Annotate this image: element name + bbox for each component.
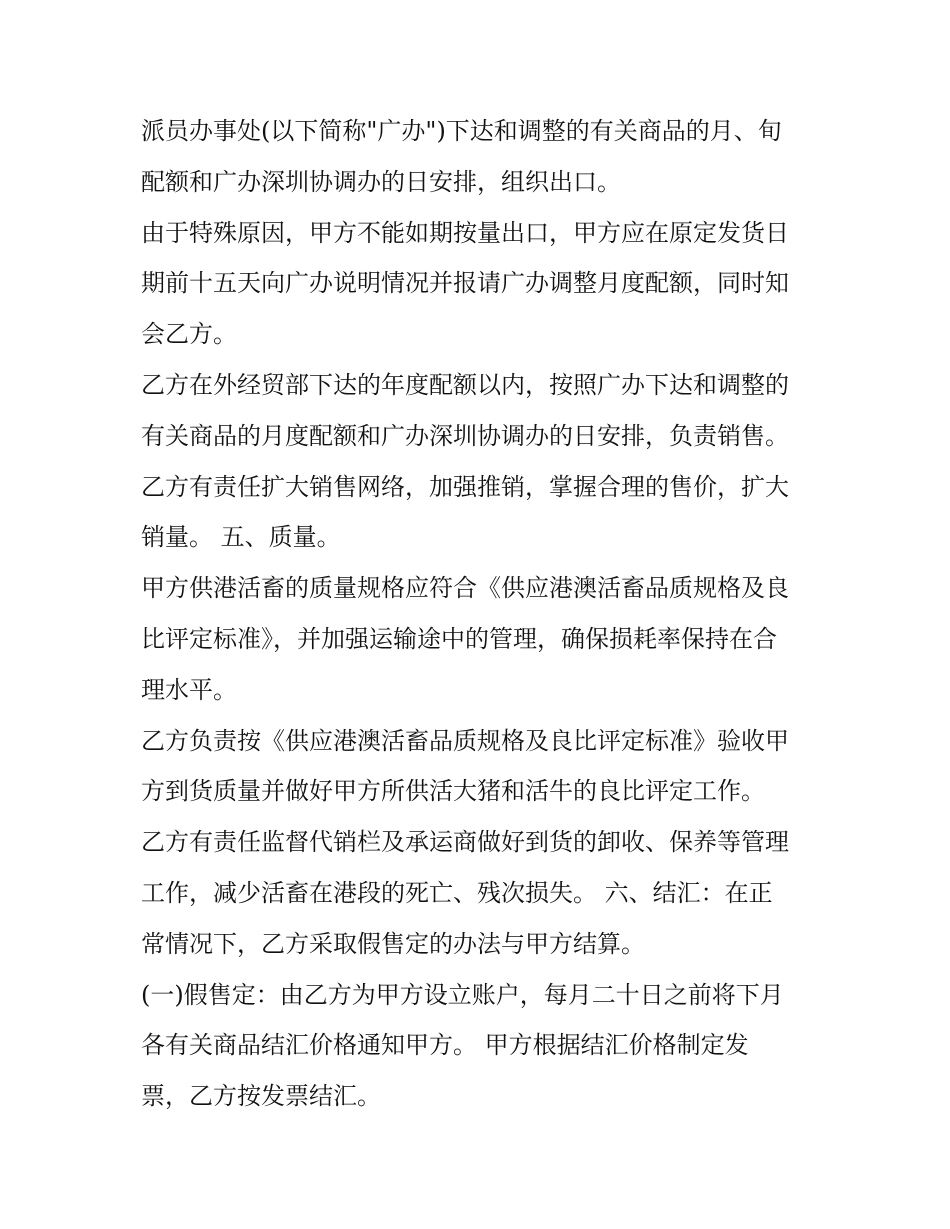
text-line: 会乙方。: [141, 320, 237, 349]
text-line: 甲方供港活畜的质量规格应符合《供应港澳活畜品质规格及良: [141, 574, 789, 603]
paragraph: [141, 817, 821, 969]
text-line: 理水平。: [141, 675, 237, 704]
paragraph: [141, 970, 821, 1122]
paragraph: [141, 563, 821, 715]
text-line: 乙方有责任监督代销栏及承运商做好到货的卸收、保养等管理: [141, 828, 789, 857]
paragraph: [141, 716, 821, 818]
text-line: 乙方在外经贸部下达的年度配额以内，按照广办下达和调整的: [141, 370, 789, 399]
text-line: 各有关商品结汇价格通知甲方。 甲方根据结汇价格制定发: [141, 1031, 749, 1060]
text-line: 派员办事处(以下简称"广办")下达和调整的有关商品的月、旬: [141, 117, 782, 145]
paragraph: [141, 106, 821, 208]
text-line: 常情况下，乙方采取假售定的办法与甲方结算。: [141, 929, 645, 958]
text-line: 有关商品的月度配额和广办深圳协调办的日安排，负责销售。: [141, 421, 789, 450]
text-line: 乙方有责任扩大销售网络，加强推销，掌握合理的售价，扩大: [141, 472, 789, 501]
text-line: 配额和广办深圳协调办的日安排，组织出口。: [141, 167, 621, 196]
paragraph: [141, 462, 821, 564]
text-line: 方到货质量并做好甲方所供活大猪和活牛的良比评定工作。: [141, 777, 765, 806]
text-line: 销量。 五、质量。: [141, 523, 341, 552]
text-line: 乙方负责按《供应港澳活畜品质规格及良比评定标准》验收甲: [141, 726, 789, 755]
text-line: 票，乙方按发票结汇。: [141, 1082, 381, 1111]
text-line: 期前十五天向广办说明情况并报请广办调整月度配额，同时知: [141, 269, 789, 298]
text-line: 工作，减少活畜在港段的死亡、残次损失。 六、结汇：在正: [141, 878, 773, 907]
paragraph: [141, 360, 821, 462]
paragraph: [141, 208, 821, 360]
document-body: [141, 106, 821, 1122]
text-line: 由于特殊原因，甲方不能如期按量出口，甲方应在原定发货日: [141, 218, 789, 247]
text-line: (一)假售定：由乙方为甲方设立账户，每月二十日之前将下月: [141, 980, 784, 1009]
text-line: 比评定标准》，并加强运输途中的管理，确保损耗率保持在合: [141, 624, 777, 653]
